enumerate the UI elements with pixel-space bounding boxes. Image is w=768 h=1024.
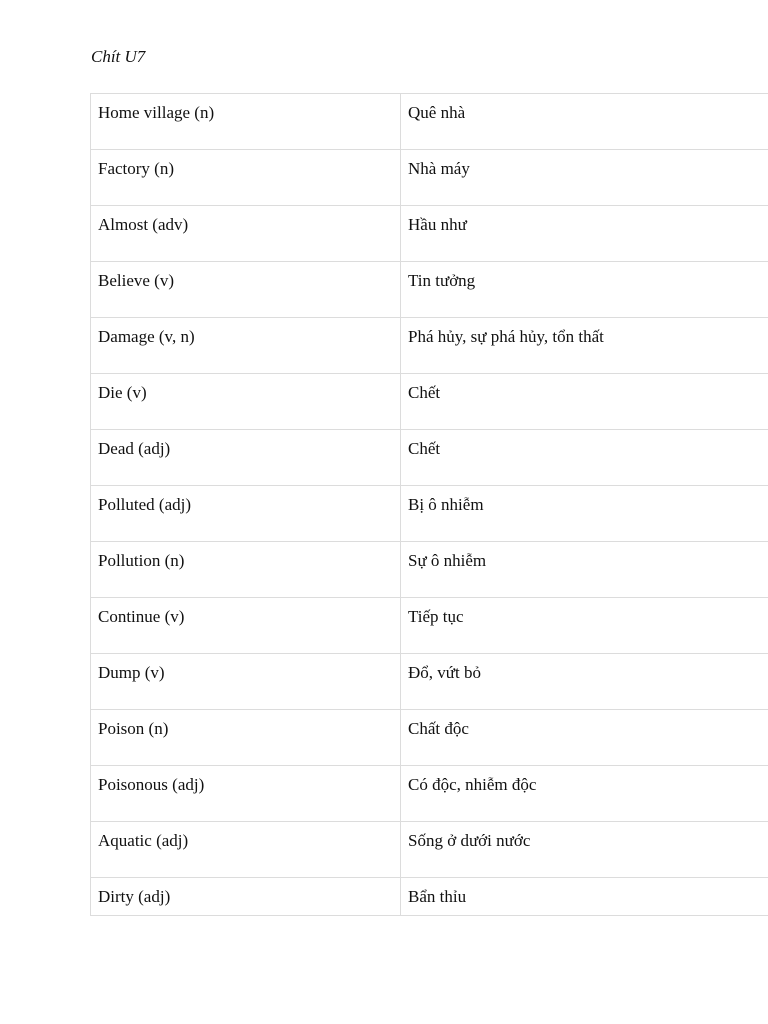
vietnamese-meaning-cell — [401, 598, 768, 654]
vietnamese-meaning: Đổ, vứt bỏ — [408, 663, 481, 682]
vocabulary-table — [90, 93, 768, 916]
english-term: Dead (adj) — [98, 439, 171, 458]
table-row — [91, 822, 768, 878]
vietnamese-meaning: Chết — [408, 383, 441, 402]
vietnamese-meaning-cell — [401, 94, 768, 150]
vietnamese-meaning-cell — [401, 654, 768, 710]
english-term-cell — [91, 262, 401, 318]
vietnamese-meaning: Tiếp tục — [408, 607, 464, 626]
table-row — [91, 654, 768, 710]
english-term: Dirty (adj) — [98, 887, 171, 906]
english-term: Factory (n) — [98, 159, 175, 178]
vietnamese-meaning: Quê nhà — [408, 103, 466, 122]
vietnamese-meaning-cell — [401, 878, 768, 916]
english-term-cell — [91, 654, 401, 710]
english-term: Believe (v) — [98, 271, 174, 290]
vietnamese-meaning-cell — [401, 206, 768, 262]
table-row — [91, 598, 768, 654]
english-term: Almost (adv) — [98, 215, 189, 234]
vietnamese-meaning-cell — [401, 822, 768, 878]
english-term-cell — [91, 150, 401, 206]
english-term-cell — [91, 430, 401, 486]
table-row — [91, 486, 768, 542]
vietnamese-meaning: Bị ô nhiễm — [408, 495, 484, 514]
vietnamese-meaning: Hầu như — [408, 215, 467, 234]
english-term-cell — [91, 94, 401, 150]
vietnamese-meaning: Có độc, nhiễm độc — [408, 775, 537, 794]
english-term-cell — [91, 878, 401, 916]
table-row — [91, 878, 768, 916]
table-row — [91, 710, 768, 766]
table-row — [91, 542, 768, 598]
vietnamese-meaning-cell — [401, 542, 768, 598]
vietnamese-meaning: Phá hủy, sự phá hủy, tổn thất — [408, 327, 604, 346]
vietnamese-meaning: Chất độc — [408, 719, 469, 738]
vietnamese-meaning-cell — [401, 318, 768, 374]
english-term-cell — [91, 542, 401, 598]
english-term: Poisonous (adj) — [98, 775, 205, 794]
english-term: Poison (n) — [98, 719, 169, 738]
vietnamese-meaning-cell — [401, 430, 768, 486]
table-row — [91, 430, 768, 486]
document-title: Chít U7 — [91, 47, 146, 66]
english-term: Home village (n) — [98, 103, 215, 122]
english-term-cell — [91, 374, 401, 430]
english-term: Die (v) — [98, 383, 147, 402]
table-row — [91, 94, 768, 150]
vietnamese-meaning-cell — [401, 710, 768, 766]
vietnamese-meaning-cell — [401, 766, 768, 822]
vietnamese-meaning-cell — [401, 374, 768, 430]
english-term-cell — [91, 486, 401, 542]
table-row — [91, 150, 768, 206]
english-term: Aquatic (adj) — [98, 831, 189, 850]
vietnamese-meaning: Nhà máy — [408, 159, 470, 178]
english-term: Continue (v) — [98, 607, 185, 626]
english-term: Dump (v) — [98, 663, 165, 682]
english-term-cell — [91, 206, 401, 262]
english-term: Damage (v, n) — [98, 327, 195, 346]
vietnamese-meaning: Chết — [408, 439, 441, 458]
vietnamese-meaning: Tin tưởng — [408, 271, 476, 290]
vietnamese-meaning-cell — [401, 486, 768, 542]
vietnamese-meaning: Sống ở dưới nước — [408, 831, 531, 850]
english-term: Polluted (adj) — [98, 495, 192, 514]
vietnamese-meaning-cell — [401, 150, 768, 206]
table-row — [91, 374, 768, 430]
english-term-cell — [91, 598, 401, 654]
english-term-cell — [91, 710, 401, 766]
english-term-cell — [91, 766, 401, 822]
table-row — [91, 766, 768, 822]
vietnamese-meaning: Bẩn thỉu — [408, 887, 467, 906]
english-term: Pollution (n) — [98, 551, 185, 570]
table-row — [91, 318, 768, 374]
english-term-cell — [91, 822, 401, 878]
vietnamese-meaning-cell — [401, 262, 768, 318]
english-term-cell — [91, 318, 401, 374]
table-row — [91, 206, 768, 262]
table-row — [91, 262, 768, 318]
vietnamese-meaning: Sự ô nhiễm — [408, 551, 487, 570]
